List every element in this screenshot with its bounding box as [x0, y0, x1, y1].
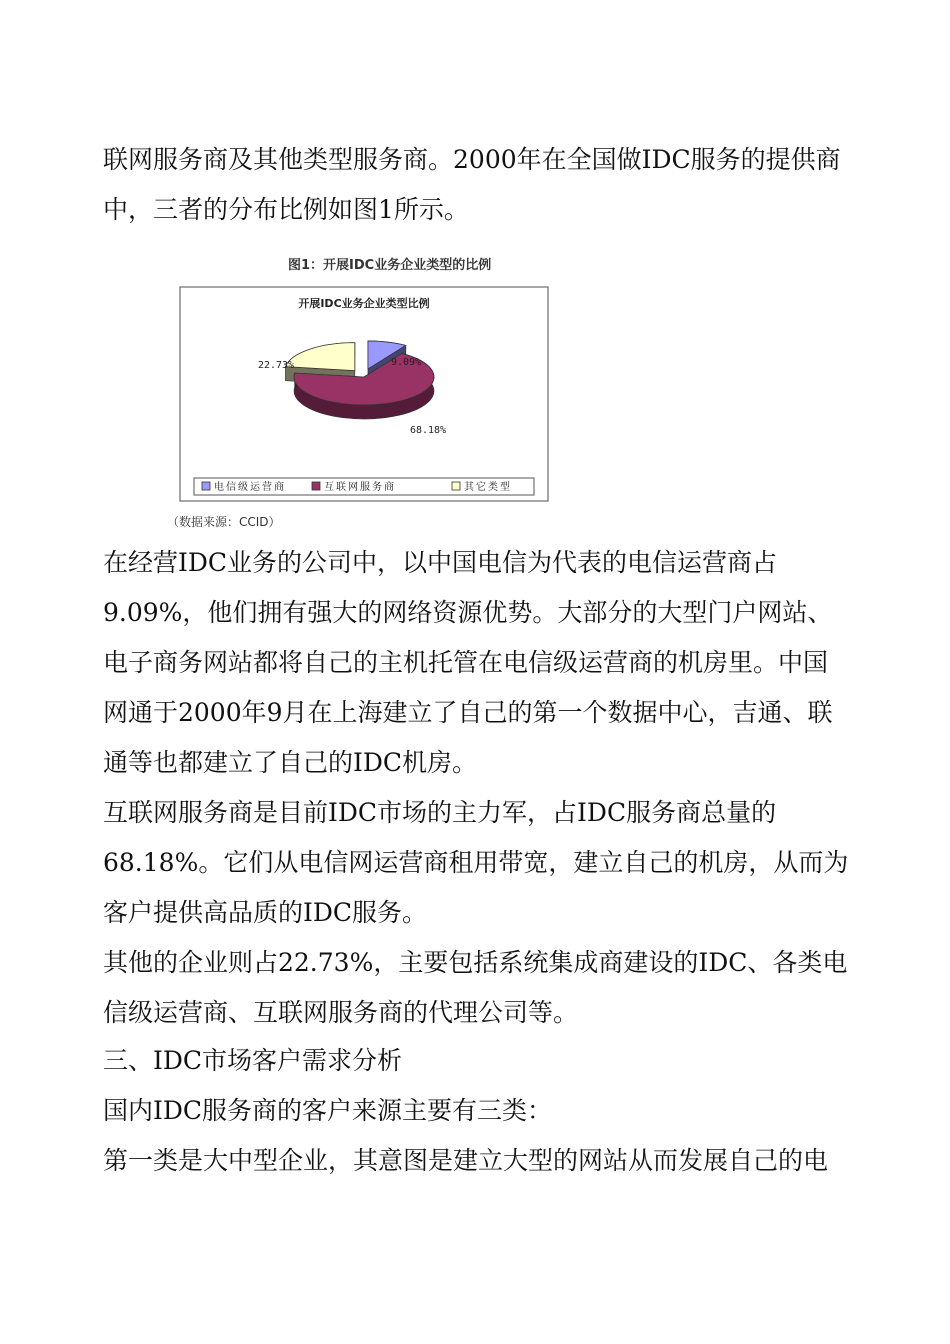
text-line: 中，三者的分布比例如图1所示。 — [103, 195, 469, 224]
legend-swatch — [312, 482, 320, 490]
text-line: 互联网服务商是目前IDC市场的主力军，占IDC服务商总量的 — [103, 798, 777, 827]
text-line: 9.09%，他们拥有强大的网络资源优势。大部分的大型门户网站、 — [103, 598, 833, 627]
text-line: 网通于2000年9月在上海建立了自己的第一个数据中心，吉通、联 — [103, 698, 833, 727]
pie-chart — [178, 285, 550, 503]
legend-label: 互联网服务商 — [324, 482, 396, 493]
pie-data-label: 22.73% — [257, 360, 295, 371]
paragraph-isp — [103, 788, 863, 938]
text-line: 在经营IDC业务的公司中，以中国电信为代表的电信运营商占 — [103, 548, 778, 577]
legend-label: 其它类型 — [464, 482, 512, 493]
text-line: 国内IDC服务商的客户来源主要有三类： — [103, 1096, 553, 1125]
paragraph-intro — [103, 135, 863, 235]
paragraph-customers — [103, 1086, 863, 1136]
pie-data-label: 68.18% — [409, 425, 447, 436]
text-line: 信级运营商、互联网服务商的代理公司等。 — [103, 998, 579, 1027]
text-line: 客户提供高品质的IDC服务。 — [103, 898, 428, 927]
figure-caption: 图1：开展IDC业务企业类型的比例 — [288, 258, 492, 273]
text-line: 68.18%。它们从电信网运营商租用带宽，建立自己的机房，从而为 — [103, 848, 849, 877]
figure-source: （数据来源：CCID） — [167, 515, 281, 529]
pie-chart-svg — [178, 285, 550, 503]
legend-label: 电信级运营商 — [214, 482, 286, 493]
paragraph-first-type — [103, 1136, 863, 1186]
legend-swatch — [452, 482, 460, 490]
section-heading — [103, 1036, 863, 1086]
text-line: 电子商务网站都将自己的主机托管在电信级运营商的机房里。中国 — [103, 648, 829, 677]
text-line: 第一类是大中型企业，其意图是建立大型的网站从而发展自己的电 — [103, 1146, 829, 1175]
text-line: 其他的企业则占22.73%，主要包括系统集成商建设的IDC、各类电 — [103, 948, 848, 977]
paragraph-telecom — [103, 538, 863, 788]
chart-title: 开展IDC业务企业类型比例 — [298, 297, 430, 310]
text-line: 通等也都建立了自己的IDC机房。 — [103, 748, 478, 777]
pie-data-label: 9.09% — [390, 357, 422, 368]
text-line: 三、IDC市场客户需求分析 — [103, 1046, 403, 1075]
paragraph-others — [103, 938, 863, 1038]
text-line: 联网服务商及其他类型服务商。2000年在全国做IDC服务的提供商 — [103, 145, 841, 174]
legend-swatch — [202, 482, 210, 490]
chart-legend — [202, 480, 512, 493]
